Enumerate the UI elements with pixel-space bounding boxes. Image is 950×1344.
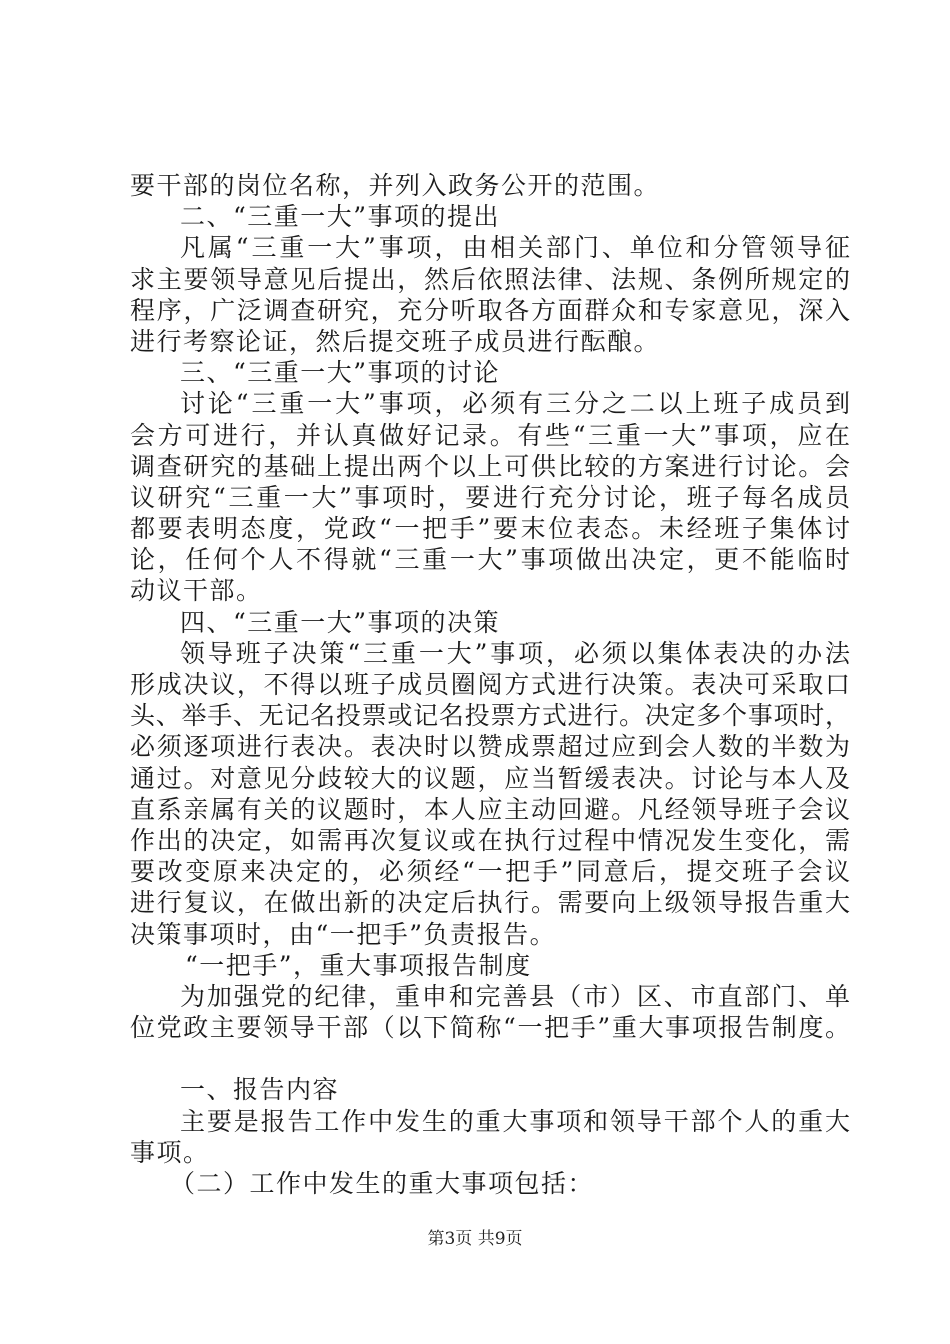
text-line: 程序，广泛调查研究，充分听取各方面群众和专家意见，深入 xyxy=(130,295,850,325)
text-line: 会方可进行，并认真做好记录。有些“三重一大”事项，应在 xyxy=(130,420,850,450)
page-footer: 第3页 共9页 xyxy=(427,1229,523,1249)
text-line: 直系亲属有关的议题时，本人应主动回避。凡经领导班子会议 xyxy=(130,794,850,824)
text-line: 头、举手、无记名投票或记名投票方式进行。决定多个事项时， xyxy=(130,701,850,731)
text-line: 为加强党的纪律，重申和完善县（市）区、市直部门、单 xyxy=(180,981,850,1011)
text-line: 要改变原来决定的，必须经“一把手”同意后，提交班子会议 xyxy=(130,857,850,887)
text-line: 位党政主要领导干部（以下简称“一把手”重大事项报告制度。 xyxy=(130,1013,850,1043)
text-line: 形成决议，不得以班子成员圈阅方式进行决策。表决可采取口 xyxy=(130,670,850,699)
text-line: 进行复议，在做出新的决定后执行。需要向上级领导报告重大 xyxy=(130,888,850,918)
document-body xyxy=(130,170,850,1199)
text-line: 调查研究的基础上提出两个以上可供比较的方案进行讨论。会 xyxy=(130,451,850,481)
text-line: 动议干部。 xyxy=(130,576,263,606)
text-line: 主要是报告工作中发生的重大事项和领导干部个人的重大 xyxy=(180,1106,850,1136)
text-line: 领导班子决策“三重一大”事项，必须以集体表决的办法 xyxy=(180,638,850,668)
text-line: 都要表明态度，党政“一把手”要末位表态。未经班子集体讨 xyxy=(130,514,850,544)
text-line: 通过。对意见分歧较大的议题，应当暂缓表决。讨论与本人及 xyxy=(130,763,850,793)
text-line: 决策事项时，由“一把手”负责报告。 xyxy=(130,919,557,949)
text-line: 议研究“三重一大”事项时，要进行充分讨论，班子每名成员 xyxy=(130,482,850,512)
section-heading: 四、“三重一大”事项的决策 xyxy=(180,607,501,637)
text-line: 作出的决定，如需再次复议或在执行过程中情况发生变化，需 xyxy=(130,825,850,855)
text-line: 凡属“三重一大”事项，由相关部门、单位和分管领导征 xyxy=(180,233,850,263)
subsection-heading: （二）工作中发生的重大事项包括： xyxy=(170,1169,595,1198)
text-line: 讨论“三重一大”事项，必须有三分之二以上班子成员到 xyxy=(180,389,850,419)
text-line: 进行考察论证，然后提交班子成员进行酝酿。 xyxy=(130,326,661,356)
paragraph-gap xyxy=(130,1043,850,1074)
section-heading: 一、报告内容 xyxy=(180,1075,340,1105)
section-heading: 二、“三重一大”事项的提出 xyxy=(180,202,501,232)
text-line: 求主要领导意见后提出，然后依照法律、法规、条例所规定的 xyxy=(130,264,850,294)
section-heading: “一把手”，重大事项报告制度 xyxy=(185,950,532,980)
text-line: 必须逐项进行表决。表决时以赞成票超过应到会人数的半数为 xyxy=(130,732,850,762)
text-line: 事项。 xyxy=(130,1137,210,1167)
section-heading: 三、“三重一大”事项的讨论 xyxy=(180,358,501,388)
text-line: 论，任何个人不得就“三重一大”事项做出决定，更不能临时 xyxy=(130,545,850,575)
text-line: 要干部的岗位名称，并列入政务公开的范围。 xyxy=(130,171,661,200)
